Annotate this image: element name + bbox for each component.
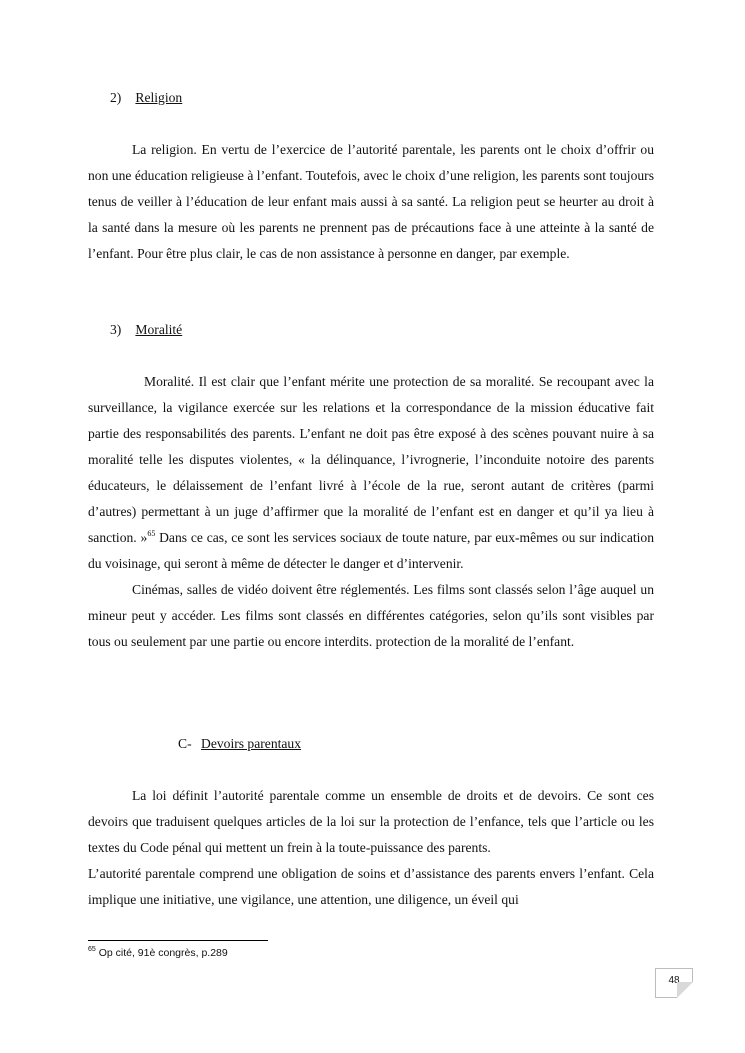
moralite-paragraph-1 — [88, 369, 654, 577]
devoirs-paragraph-1: La loi définit l’autorité parentale comme un ensemble de droits et de devoirs. Ce sont ces devoirs que traduisent quelques articles de la loi sur la protection de l’enfance, tels que l’article ou les textes du Code pénal qui mettent un frein à la toute-puissance des parents. — [88, 788, 654, 855]
moralite-paragraph-2: Cinémas, salles de vidéo doivent être réglementés. Les films sont classés selon l’âge auquel un mineur peut y accéder. Les films sont classés en différentes catégories, selon qu’ils sont visibles par tous ou seulement par une partie ou encore interdits. protection de la moralité de l’enfant. — [88, 582, 654, 649]
section-heading-devoirs — [178, 734, 301, 754]
footnote — [88, 947, 228, 959]
footnote-divider — [88, 940, 268, 941]
section-title: Moralité — [135, 322, 183, 337]
page-number: 48 — [668, 975, 680, 986]
section-heading-religion — [110, 88, 182, 108]
page-curl-icon — [677, 982, 693, 998]
section-number: 2) — [110, 90, 122, 105]
paragraph-text: La religion. En vertu de l’exercice de l’autorité parentale, les parents ont le choix d’offrir ou non une éducation religieuse à l’enfant. Toutefois, avec le choix d’une religion, les parents sont toujours tenus de veiller à l’éducation de leur enfant mais aussi à sa santé. La religion peut se heurter au droit à la santé dans la mesure où les parents ne prennent pas de précautions face à une atteinte à la santé de l’enfant. Pour être plus clair, le cas de non assistance à personne en danger, par exemple. — [88, 142, 654, 261]
footnote-text: Op cité, 91è congrès, p.289 — [95, 947, 228, 959]
section-number: 3) — [110, 322, 122, 337]
section-letter: C- — [178, 736, 192, 751]
section-title: Devoirs parentaux — [201, 736, 302, 751]
devoirs-paragraph-2: L’autorité parentale comprend une obligation de soins et d’assistance des parents envers l’enfant. Cela implique une initiative, une vigilance, une attention, une diligence, un éveil qui — [88, 866, 654, 907]
devoirs-paragraphs — [88, 783, 654, 913]
footnote-reference[interactable]: 65 — [147, 529, 156, 538]
moralite-paragraphs — [88, 369, 654, 655]
paragraph-text: Moralité. Il est clair que l’enfant mérite une protection de sa moralité. Se recoupant avec la surveillance, la vigilance exercée sur les relations et la correspondance de la mission éducative fait partie des responsabilités des parents. L’enfant ne doit pas être exposé à des scènes pouvant nuire à sa moralité telle les disputes violentes, « la délinquance, l’ivrognerie, l’inconduite notoire des parents éducateurs, le délaissement de l’enfant livré à l’école de la rue, seront autant de critères (parmi d’autres) permettant à un juge d’affirmer que la moralité de l’enfant est en danger et qu’il ya lieu à sanction. » — [88, 374, 654, 545]
paragraph-text: Dans ce cas, ce sont les services sociaux de toute nature, par eux-mêmes ou sur indication du voisinage, qui seront à même de détecter le danger et d’intervenir. — [88, 530, 654, 571]
religion-paragraph — [88, 137, 654, 267]
page-number-box — [655, 968, 693, 998]
footnote-number: 65 — [88, 946, 96, 953]
section-title: Religion — [135, 90, 183, 105]
section-heading-moralite — [110, 320, 182, 340]
